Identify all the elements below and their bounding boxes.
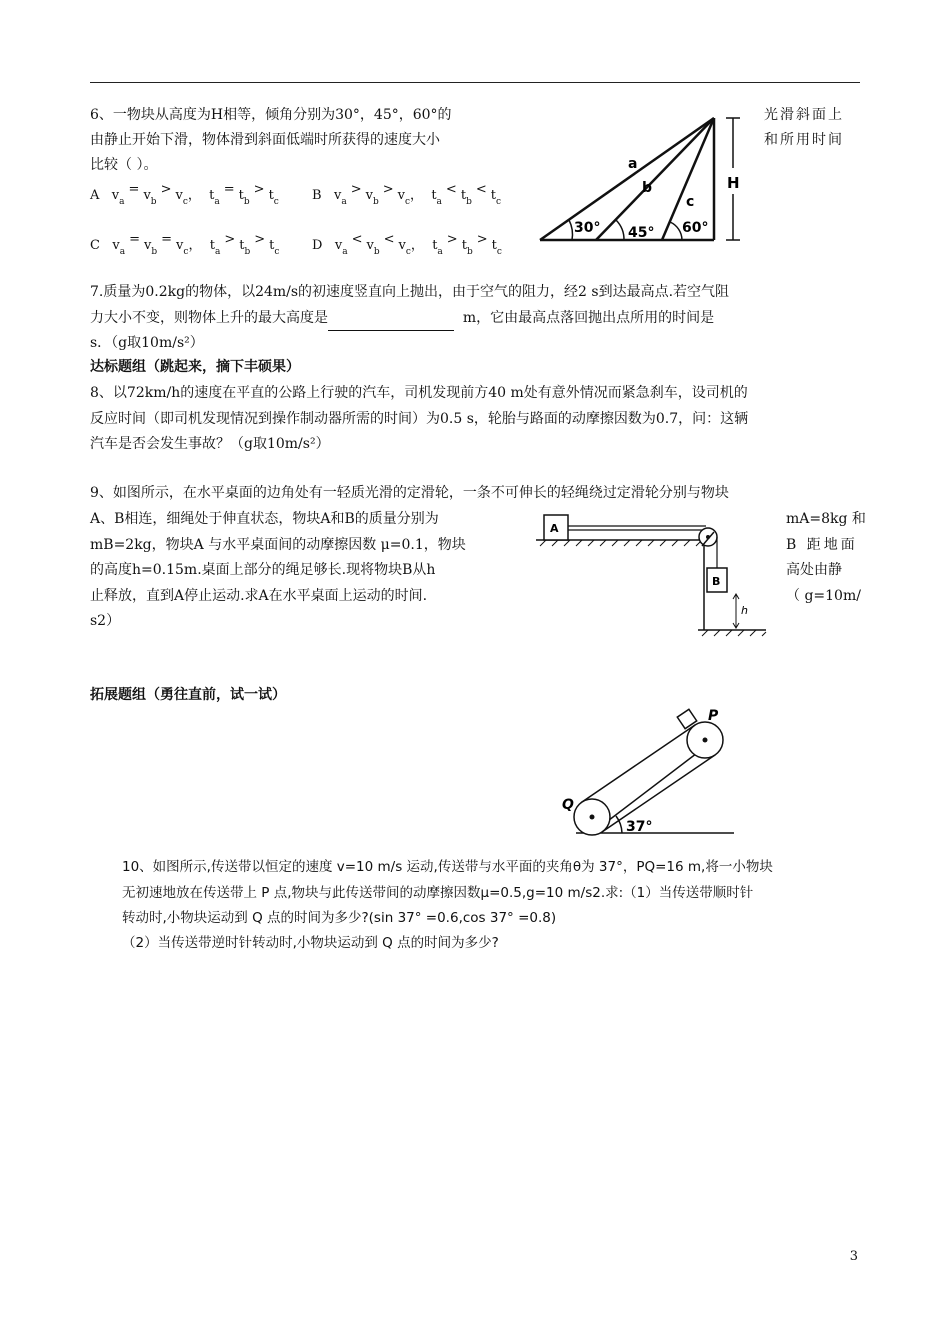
relation-sign: < (475, 182, 487, 197)
variable-subscript: a (341, 197, 347, 207)
variable-subscript: c (182, 197, 188, 207)
q10-line1: 10、如图所示,传送带以恒定的速度 v=10 m/s 运动,传送带与水平面的夹角θ为 37°，PQ=16 m,将一小物块 (122, 859, 773, 875)
variable-subscript: c (405, 197, 411, 207)
variable: t (432, 238, 438, 253)
option-label: C (90, 238, 100, 253)
relation-sign: > (382, 182, 394, 197)
variable: v (175, 188, 183, 203)
variable: v (176, 238, 184, 253)
variable: t (460, 188, 467, 203)
answer-blank[interactable] (328, 315, 454, 331)
variable-subscript: b (466, 247, 473, 257)
variable-subscript: c (273, 197, 279, 207)
relation-sign: > (254, 232, 266, 247)
belt-top (582, 725, 695, 802)
variable: v (398, 238, 406, 253)
pulley-p-axle (703, 738, 708, 743)
variable-subscript: c (405, 247, 411, 257)
table-hatch (540, 540, 702, 546)
variable-subscript: b (243, 197, 250, 207)
height-label: H (727, 174, 740, 192)
q9-line3-right: B 距地面 (786, 537, 858, 553)
separator: ， (410, 188, 432, 203)
q6-line2-right: 和所用时间 (764, 132, 844, 148)
option-label: A (90, 188, 100, 203)
q7-line3: s．（g取10m/s²） (90, 335, 204, 351)
relation-sign: < (445, 182, 457, 197)
q6-line3: 比较（ ）。 (90, 157, 158, 173)
variable: v (333, 188, 342, 203)
q6-line2: 由静止开始下滑，物体滑到斜面低端时所获得的速度大小 (90, 132, 440, 148)
variable-subscript: a (119, 197, 125, 207)
variable: v (143, 188, 151, 203)
block-a-label: A (550, 522, 559, 535)
q6-option-d (312, 232, 502, 257)
variable: t (209, 238, 215, 253)
page-number: 3 (849, 1249, 858, 1264)
q10-line3: 转动时,小物块运动到 Q 点的时间为多少?(sin 37° =0.6,cos 37° =0.8) (122, 910, 557, 926)
variable-subscript: c (495, 197, 502, 207)
angle-label: 37° (626, 819, 653, 835)
variable-subscript: c (183, 247, 189, 257)
q9-line4: 的高度h=0.15m.桌面上部分的绳足够长.现将物块B从h (90, 562, 436, 578)
q9-line5-right: （ g=10m/ (786, 588, 861, 604)
angle-30-label: 30° (574, 220, 601, 236)
q6-line1-right: 光滑斜面上 (764, 107, 844, 123)
height-label: h (741, 604, 748, 617)
point-q-label: Q (562, 797, 574, 813)
relation-sign: > (476, 232, 488, 247)
point-p-label: P (708, 708, 719, 724)
q10-line2: 无初速地放在传送带上 P 点,物块与此传送带间的动摩擦因数μ=0.5,g=10 m/s2.求:（1）当传送带顺时针 (122, 885, 754, 901)
conveyor-figure (560, 700, 740, 845)
angle-60-label: 60° (682, 220, 709, 236)
q6-option-c (90, 232, 280, 257)
relation-sign: > (253, 182, 265, 197)
q6-option-b (312, 182, 502, 207)
variable-subscript: a (214, 197, 220, 207)
angle-45-label: 45° (628, 225, 655, 241)
q6-option-a (90, 182, 279, 207)
q7-line1: 7.质量为0.2kg的物体，以24m/s的初速度竖直向上抛出，由于空气的阻力，经2 s到达最高点.若空气阻 (90, 284, 730, 300)
q8-line3: 汽车是否会发生事故？（g取10m/s²） (90, 436, 330, 452)
q9-line4-right: 高处由静 (786, 562, 842, 578)
relation-sign: > (446, 232, 458, 247)
variable: v (144, 238, 152, 253)
variable-subscript: c (496, 247, 502, 257)
relation-sign: = (128, 182, 140, 197)
q7-line2-pre: 力大小不变，则物体上升的最大高度是 (90, 310, 328, 326)
variable-subscript: b (150, 197, 157, 207)
relation-sign: = (129, 232, 140, 247)
variable: t (491, 238, 497, 253)
angle-arc-60 (670, 222, 682, 240)
variable-subscript: a (214, 247, 221, 257)
variable-subscript: a (342, 247, 348, 257)
variable-subscript: b (372, 197, 379, 207)
variable-subscript: a (436, 197, 442, 207)
variable: t (461, 238, 467, 253)
variable: t (268, 188, 274, 203)
block-b-label: B (712, 575, 721, 588)
variable: t (269, 238, 275, 253)
q8-line1: 8、以72km/h的速度在平直的公路上行驶的汽车，司机发现前方40 m处有意外情况而紧急刹车，设司机的 (90, 385, 748, 401)
q9-line3: mB=2kg，物块A 与水平桌面间的动摩擦因数 μ=0.1，物块 (90, 537, 466, 553)
relation-sign: = (161, 232, 173, 247)
variable: t (209, 188, 215, 203)
relation-sign: < (351, 232, 363, 247)
q8-line2: 反应时间（即司机发现情况到操作制动器所需的时间）为0.5 s，轮胎与路面的动摩擦因数为0.7，问：这辆 (90, 411, 749, 427)
variable-subscript: a (437, 247, 443, 257)
variable: v (112, 238, 120, 253)
q7-line2-post: m，它由最高点落回抛出点所用的时间是 (462, 310, 715, 326)
angle-arc-30 (569, 220, 572, 240)
variable: v (111, 188, 120, 203)
header-rule (90, 82, 860, 83)
q7-line2 (90, 306, 714, 331)
relation-sign: > (350, 182, 362, 197)
variable-subscript: b (151, 247, 158, 257)
q9-line2: A、B相连，细绳处于伸直状态，物块A和B的质量分别为 (90, 511, 439, 527)
variable-subscript: b (466, 197, 472, 207)
variable: v (397, 188, 405, 203)
slope-a-label: a (628, 156, 638, 172)
section-heading-extension: 拓展题组（勇往直前，试一试） (90, 687, 286, 703)
variable: v (334, 238, 343, 253)
pulley-q-axle (590, 815, 595, 820)
variable: t (238, 188, 244, 203)
variable: t (431, 188, 437, 203)
pulley-figure (534, 510, 774, 640)
variable-subscript: b (373, 247, 380, 257)
incline-figure (536, 110, 746, 245)
relation-sign: > (224, 232, 236, 247)
variable-subscript: b (244, 247, 251, 257)
separator: ， (187, 188, 210, 203)
separator: ， (410, 238, 433, 253)
slope-b-label: b (642, 180, 653, 196)
variable-subscript: c (274, 247, 280, 257)
q10-line4: （2）当传送带逆时针转动时,小物块运动到 Q 点的时间为多少? (122, 935, 499, 951)
option-label: D (312, 238, 323, 253)
option-label: B (312, 188, 322, 203)
ground-hatch (702, 630, 766, 636)
separator: ， (188, 238, 210, 253)
variable-subscript: a (119, 247, 126, 257)
q9-line2-right: mA=8kg 和 (786, 511, 866, 527)
variable: v (365, 188, 373, 203)
relation-sign: < (383, 232, 395, 247)
relation-sign: > (160, 182, 172, 197)
angle-arc-45 (616, 220, 624, 240)
q9-line6: s2） (90, 613, 121, 629)
variable: t (239, 238, 245, 253)
variable: v (366, 238, 374, 253)
slope-c-label: c (686, 194, 695, 210)
q9-line1: 9、如图所示，在水平桌面的边角处有一轻质光滑的定滑轮，一条不可伸长的轻绳绕过定滑轮分别与物块 (90, 485, 729, 501)
variable: t (490, 188, 496, 203)
q6-line1: 6、一物块从高度为H相等，倾角分别为30°，45°，60°的 (90, 107, 452, 123)
q9-line5: 止释放，直到A停止运动.求A在水平桌面上运动的时间. (90, 588, 428, 604)
section-heading-standard: 达标题组（跳起来，摘下丰硕果） (90, 359, 300, 375)
relation-sign: = (223, 182, 235, 197)
